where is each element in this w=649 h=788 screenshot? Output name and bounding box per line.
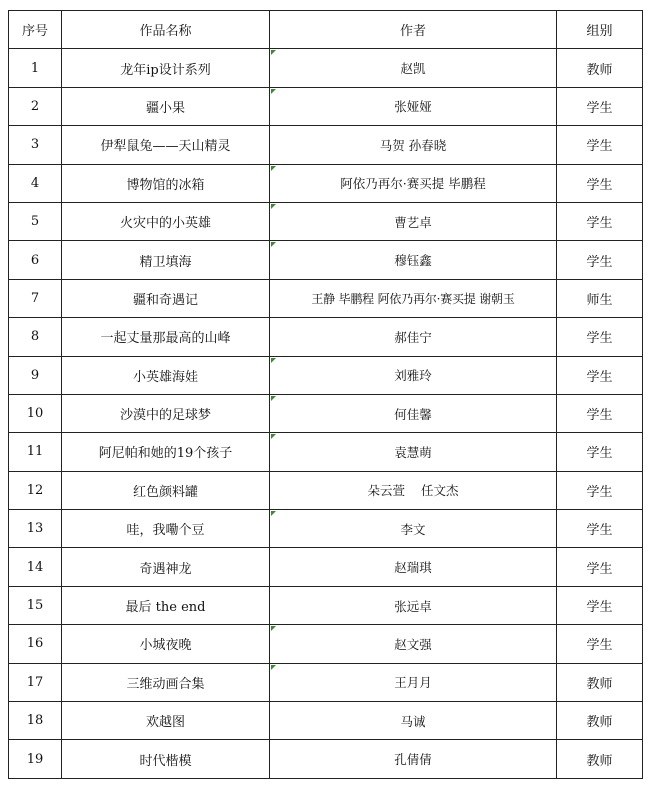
table-row — [9, 471, 643, 509]
cell-group: 教师 — [557, 740, 643, 778]
cell-title: 沙漠中的足球梦 — [62, 394, 270, 432]
cell-index: 13 — [9, 510, 62, 548]
table-row — [9, 740, 643, 778]
cell-index: 10 — [9, 394, 62, 432]
table-row — [9, 510, 643, 548]
cell-index: 12 — [9, 471, 62, 509]
cell-title: 最后 the end — [62, 586, 270, 624]
cell-index: 9 — [9, 356, 62, 394]
table-row — [9, 548, 643, 586]
cell-index: 15 — [9, 586, 62, 624]
cell-group: 学生 — [557, 318, 643, 356]
header-index: 序号 — [9, 11, 62, 49]
cell-author: 朵云萱 任文杰 — [270, 471, 557, 509]
cell-index: 16 — [9, 625, 62, 663]
cell-title: 三维动画合集 — [62, 663, 270, 701]
table-row — [9, 126, 643, 164]
cell-index: 7 — [9, 279, 62, 317]
cell-title: 火灾中的小英雄 — [62, 202, 270, 240]
cell-title: 小英雄海娃 — [62, 356, 270, 394]
table-row — [9, 356, 643, 394]
cell-title: 奇遇神龙 — [62, 548, 270, 586]
cell-author: 马贺 孙春晓 — [270, 126, 557, 164]
cell-index: 4 — [9, 164, 62, 202]
cell-index: 5 — [9, 202, 62, 240]
cell-author: 王静 毕鹏程 阿依乃再尔·赛买提 谢朝玉 — [270, 279, 557, 317]
cell-group: 学生 — [557, 394, 643, 432]
table-row — [9, 318, 643, 356]
cell-index: 8 — [9, 318, 62, 356]
cell-title: 疆小果 — [62, 87, 270, 125]
table-row — [9, 586, 643, 624]
cell-group: 教师 — [557, 663, 643, 701]
cell-index: 19 — [9, 740, 62, 778]
cell-title: 伊犁鼠兔——天山精灵 — [62, 126, 270, 164]
cell-index: 17 — [9, 663, 62, 701]
cell-title: 哇，我嘞个豆 — [62, 510, 270, 548]
table-row — [9, 625, 643, 663]
cell-title: 欢越图 — [62, 702, 270, 740]
cell-author: 孔倩倩 — [270, 740, 557, 778]
cell-author: 王月月 — [270, 663, 557, 701]
header-group: 组别 — [557, 11, 643, 49]
table-row — [9, 663, 643, 701]
cell-group: 教师 — [557, 702, 643, 740]
cell-group: 教师 — [557, 49, 643, 87]
table-row — [9, 241, 643, 279]
table-row — [9, 164, 643, 202]
cell-author: 袁慧萌 — [270, 433, 557, 471]
cell-author: 张娅娅 — [270, 87, 557, 125]
cell-author: 阿依乃再尔·赛买提 毕鹏程 — [270, 164, 557, 202]
cell-group: 学生 — [557, 548, 643, 586]
cell-author: 穆钰鑫 — [270, 241, 557, 279]
cell-group: 学生 — [557, 164, 643, 202]
table-row — [9, 87, 643, 125]
cell-index: 1 — [9, 49, 62, 87]
cell-group: 学生 — [557, 202, 643, 240]
cell-index: 18 — [9, 702, 62, 740]
cell-title: 阿尼帕和她的19个孩子 — [62, 433, 270, 471]
cell-title: 博物馆的冰箱 — [62, 164, 270, 202]
cell-author: 张远卓 — [270, 586, 557, 624]
cell-index: 2 — [9, 87, 62, 125]
table-row — [9, 702, 643, 740]
cell-author: 曹艺卓 — [270, 202, 557, 240]
cell-title: 小城夜晚 — [62, 625, 270, 663]
cell-index: 14 — [9, 548, 62, 586]
cell-index: 6 — [9, 241, 62, 279]
cell-author: 李文 — [270, 510, 557, 548]
header-row — [9, 11, 643, 49]
cell-group: 学生 — [557, 471, 643, 509]
cell-title: 龙年ip设计系列 — [62, 49, 270, 87]
cell-title: 一起丈量那最高的山峰 — [62, 318, 270, 356]
cell-title: 时代楷模 — [62, 740, 270, 778]
cell-group: 学生 — [557, 586, 643, 624]
cell-group: 学生 — [557, 126, 643, 164]
table-row — [9, 49, 643, 87]
cell-index: 11 — [9, 433, 62, 471]
cell-group: 学生 — [557, 241, 643, 279]
cell-author: 赵文强 — [270, 625, 557, 663]
cell-index: 3 — [9, 126, 62, 164]
works-table — [8, 10, 643, 779]
table-row — [9, 394, 643, 432]
table-row — [9, 279, 643, 317]
cell-group: 学生 — [557, 433, 643, 471]
cell-title: 精卫填海 — [62, 241, 270, 279]
cell-group: 学生 — [557, 87, 643, 125]
cell-author: 刘雅玲 — [270, 356, 557, 394]
table-row — [9, 433, 643, 471]
cell-title: 红色颜料罐 — [62, 471, 270, 509]
header-author: 作者 — [270, 11, 557, 49]
header-title: 作品名称 — [62, 11, 270, 49]
cell-group: 学生 — [557, 510, 643, 548]
cell-author: 马诚 — [270, 702, 557, 740]
table-row — [9, 202, 643, 240]
cell-author: 赵凯 — [270, 49, 557, 87]
cell-author: 郝佳宁 — [270, 318, 557, 356]
cell-author: 何佳馨 — [270, 394, 557, 432]
cell-group: 学生 — [557, 625, 643, 663]
cell-title: 疆和奇遇记 — [62, 279, 270, 317]
cell-author: 赵瑞琪 — [270, 548, 557, 586]
cell-group: 学生 — [557, 356, 643, 394]
cell-group: 师生 — [557, 279, 643, 317]
